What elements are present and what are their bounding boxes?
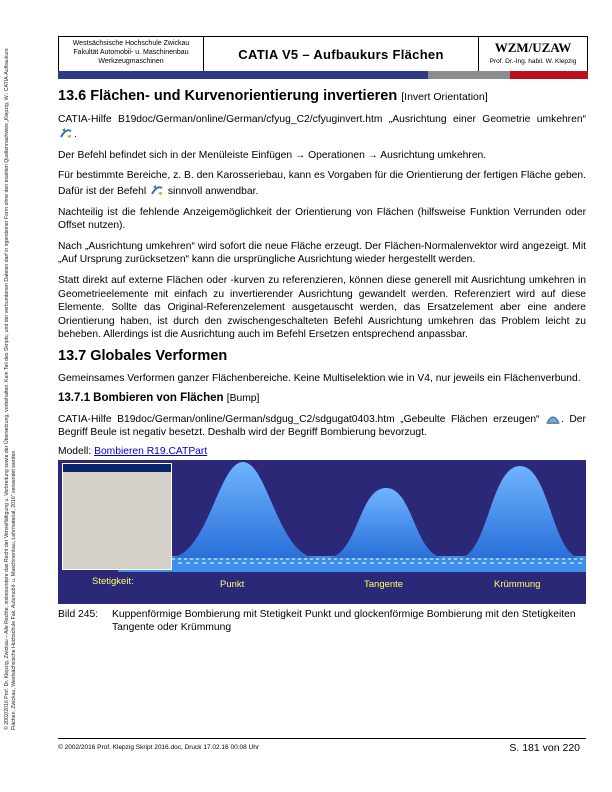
school-line-1: Westsächsische Hochschule Zwickau: [72, 40, 190, 47]
page-number: S. 181 von 220: [509, 742, 580, 754]
invert-orientation-icon[interactable]: [59, 126, 73, 140]
model-link[interactable]: Bombieren R19.CATPart: [94, 445, 208, 457]
paragraph: CATIA-Hilfe B19doc/German/online/German/cfyug_C2/cfyuginvert.htm „Ausrichtung einer Geometrie umkehren“ .: [58, 113, 586, 141]
model-line: Modell: Bombieren R19.CATPart: [58, 445, 208, 457]
paragraph: Der Befehl befindet sich in der Menüleiste Einfügen → Operationen → Ausrichtung umkehren.: [58, 149, 487, 161]
bump-dialog[interactable]: [62, 463, 172, 570]
author-label: Prof. Dr.-Ing. habil. W. Klepzig: [489, 58, 577, 65]
caption-number: Bild 245:: [58, 609, 99, 621]
figure-caption: [58, 608, 586, 634]
header-bar-blue: [58, 71, 428, 79]
school-line-3: Werkzeugmaschinen: [98, 58, 164, 65]
continuity-label: Stetigkeit:: [92, 576, 134, 588]
bump-icon[interactable]: [546, 411, 560, 425]
bump-figure: [58, 460, 586, 604]
dept-label: WZM/UZAW: [494, 40, 572, 55]
caption-text: Kuppenförmige Bombierung mit Stetigkeit Punkt und glockenförmige Bombierung mit den Stetigkeiten Tangente oder Krümmung: [112, 609, 576, 634]
header-title: CATIA V5 – Aufbaukurs Flächen: [204, 37, 479, 71]
surface-base: [118, 556, 586, 572]
section-13-6-heading: 13.6 Flächen- und Kurvenorientierung invertieren [Invert Orientation]: [58, 88, 488, 104]
bump-curvature: [458, 466, 582, 558]
bump-point: [168, 462, 318, 558]
header-bar-gray: [428, 71, 510, 79]
invert-orientation-icon[interactable]: [150, 183, 164, 197]
curvature-label: Krümmung: [494, 579, 541, 591]
school-line-2: Fakultät Automobil- u. Maschinenbau: [73, 49, 189, 56]
header-dept: [479, 37, 587, 71]
dialog-titlebar: [63, 464, 171, 472]
paragraph: CATIA-Hilfe B19doc/German/online/German/sdgug_C2/sdgugat0403.htm „Gebeulte Flächen erzeugen“ . Der Begriff Beule ist negativ besetzt. Deshalb wird der Begriff Bombierung bevorzugt.: [58, 411, 586, 440]
paragraph: Gemeinsames Verformen ganzer Flächenbereiche. Keine Multiselektion wie in V4, nur jeweils ein Flächenverbund.: [58, 372, 581, 384]
paragraph: Nach „Ausrichtung umkehren“ wird sofort die neue Fläche erzeugt. Der Flächen-Normalenvektor wird angezeigt. Mit „Auf Ursprung zurücksetzen“ kann die ursprüngliche Ausrichtung wieder hergestellt werden.: [58, 240, 586, 266]
side-note-text: © 2002/2016 Prof. Dr. Klepzig, Zwickau – Alle Rechte, insbesondere das Recht der Vervielfältigung u. Verbreitung sowie der Übersetzung, vorbehalten. Kein Teil des Skripts, und der verbundenen Dateien darf in irgendeiner Form ohne den exakten Quellennachweis „Klepzig, W.: CATIA-Aufbaukurs Flächen, Zwickau, Westsächsische Hochschule Fak. Automobil- u. Maschinenbau, Lehrmaterial, 2016“ verwendet werden.: [4, 48, 17, 730]
bump-tangent: [326, 488, 446, 558]
paragraph: Für bestimmte Bereiche, z. B. den Karosseriebau, kann es Vorgaben für die Orientierung der fertigen Fläche geben. Dafür ist der Befehl sinnvoll anwendbar.: [58, 170, 586, 197]
copyright-side-note: [4, 40, 44, 730]
page-content: [58, 90, 586, 634]
paragraph: Statt direkt auf externe Flächen oder -kurven zu referenzieren, können diese generell mit Ausrichtung umkehren in Geometrieelemente mit einfach zu invertierender Ausrichtung gewandelt werden. Referenziert wird auf diese Elemente. Sollte das Original-Referenzelement ausgetauscht werden, das Ersatzelement aber eine andere Orientierung haben, ist durch den zwischengeschalteten Befehl Ausrichtung umkehren das Problem leicht zu beheben. Allerdings ist die Ausrichtung auch im Befehl Ersetzen entsprechend anpassbar.: [58, 274, 586, 341]
header-school: [59, 37, 204, 71]
page-header: [58, 36, 588, 72]
paragraph: Nachteilig ist die fehlende Anzeigemöglichkeit der Orientierung von Flächen (hilfsweise Funktion Verrunden oder Offset nutzen).: [58, 206, 586, 232]
section-13-7-heading: 13.7 Globales Verformen: [58, 347, 228, 364]
footer-left: © 2002/2016 Prof. Klepzig Skript 2016.doc, Druck 17.02.16 00:08 Uhr: [58, 744, 259, 751]
footer-rule: [58, 738, 586, 739]
point-label: Punkt: [220, 579, 245, 591]
header-bar-red: [510, 71, 588, 79]
tangent-label: Tangente: [364, 579, 404, 591]
section-13-7-1-heading: 13.7.1 Bombieren von Flächen [Bump]: [58, 392, 260, 405]
